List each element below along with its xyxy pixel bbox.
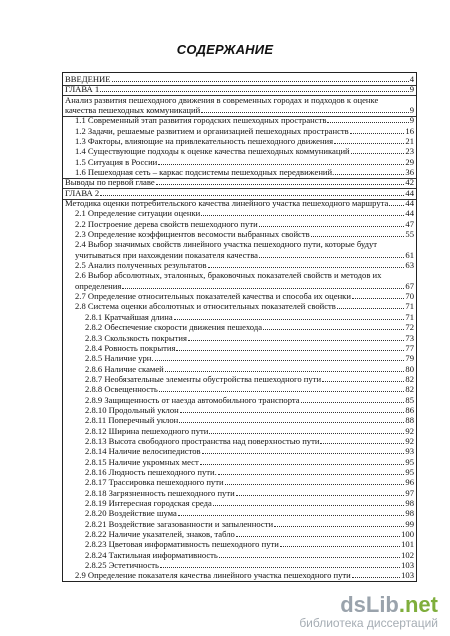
toc-entry[interactable] [85, 354, 414, 364]
toc-entry-text: 2.8.3 Скользкость покрытия [85, 332, 187, 343]
toc-entry-page: 97 [405, 487, 414, 498]
toc-entry[interactable] [65, 199, 414, 209]
toc-leader-dots [350, 127, 405, 134]
toc-entry-text: 2.8.4 Ровность покрытия [85, 342, 176, 353]
toc-entry-text: 2.8.11 Поперечный уклон [85, 415, 179, 426]
toc-entry-text: ГЛАВА 1 [65, 84, 100, 95]
toc-entry-text: 2.8.15 Наличие укромных мест [85, 456, 199, 467]
toc-entry-text: 1.5 Ситуация в России [75, 156, 158, 167]
toc-entry-page: 103 [401, 559, 414, 570]
toc-entry-text: 2.8.24 Тактильная информативность [85, 549, 218, 560]
toc-entry-page: 67 [405, 280, 414, 291]
toc-entry[interactable] [75, 127, 414, 137]
logo-tagline: библиотека диссертаций [299, 616, 438, 630]
table-of-contents [62, 72, 417, 582]
toc-entry-page: 98 [405, 497, 414, 508]
toc-entry[interactable] [65, 106, 414, 116]
toc-entry-page: 77 [405, 342, 414, 353]
toc-leader-dots [263, 323, 404, 330]
toc-entry[interactable] [85, 520, 414, 530]
toc-entry-text: Анализ развития пешеходного движения в современных городах и подходов к оценке [65, 94, 379, 105]
toc-entry-text: ВВЕДЕНИЕ [65, 74, 111, 84]
toc-entry-text: ГЛАВА 2 [65, 187, 100, 198]
toc-entry-page: 9 [409, 84, 414, 95]
toc-entry-page: 86 [405, 404, 414, 415]
toc-entry-text: 2.8.21 Воздействие загазованности и запыленности [85, 518, 274, 529]
toc-leader-dots [159, 385, 405, 392]
toc-entry-page: 82 [405, 384, 414, 395]
toc-entry[interactable] [85, 375, 414, 385]
toc-entry-page: 95 [405, 466, 414, 477]
toc-entry[interactable] [75, 292, 414, 302]
toc-entry-page: 79 [405, 353, 414, 364]
toc-entry[interactable] [85, 509, 414, 519]
toc-leader-dots [112, 75, 409, 82]
toc-leader-dots [180, 406, 405, 413]
toc-entry[interactable] [75, 220, 414, 230]
toc-entry-page: 9 [409, 115, 414, 126]
toc-entry-page: 44 [405, 198, 414, 209]
toc-leader-dots [337, 302, 405, 309]
toc-entry-text: 1.4 Существующие подходы к оценке качества пешеходных коммуникаций [75, 146, 350, 157]
toc-entry-text: Методика оценки потребительского качества линейного участка пешеходного маршрута [65, 198, 389, 209]
toc-entry[interactable] [75, 137, 414, 147]
toc-leader-dots [327, 116, 408, 123]
toc-leader-dots [280, 540, 400, 547]
toc-entry-page: 36 [405, 167, 414, 178]
toc-entry-page: 29 [405, 156, 414, 167]
toc-entry-page: 73 [405, 332, 414, 343]
toc-entry-text: определения [75, 280, 122, 291]
toc-entry-page: 93 [405, 446, 414, 457]
toc-entry[interactable] [85, 396, 414, 406]
toc-leader-dots [165, 365, 405, 372]
toc-entry-page: 55 [405, 229, 414, 240]
toc-entry-page: 99 [405, 518, 414, 529]
toc-entry-text: 2.8.7 Необязательные элементы обустройства пешеходного пути [85, 373, 322, 384]
toc-entry-text: 1.3 Факторы, влияющие на привлекательность пешеходного движения [75, 136, 334, 147]
toc-leader-dots [259, 251, 404, 258]
toc-entry[interactable] [85, 437, 414, 447]
toc-entry-text: 2.4 Выбор значимых свойств линейного участка пешеходного пути, которые будут [75, 239, 378, 250]
toc-entry-text: 1.6 Пешеходная сеть – каркас подсистемы пешеходных передвижений. [75, 167, 335, 178]
toc-leader-dots [219, 551, 400, 558]
toc-entry[interactable] [85, 344, 414, 354]
toc-entry-page: 82 [405, 373, 414, 384]
toc-entry-page: 101 [401, 539, 414, 550]
toc-entry-page: 98 [405, 508, 414, 519]
toc-entry-text: 2.8.18 Загрязненность пешеходного пути [85, 487, 235, 498]
toc-entry-text: 2.1 Определение ситуации оценки [75, 208, 201, 219]
toc-entry-page: 4 [409, 74, 414, 84]
toc-leader-dots [155, 354, 405, 361]
toc-entry-text: Выводы по первой главе [65, 177, 155, 188]
toc-entry-text: качества пешеходных коммуникаций [65, 105, 201, 116]
toc-entry-text: 2.5 Анализ полученных результатов [75, 260, 207, 271]
toc-leader-dots [174, 313, 405, 320]
toc-entry-page: 85 [405, 394, 414, 405]
toc-entry-page: 95 [405, 456, 414, 467]
toc-entry-page: 71 [405, 311, 414, 322]
toc-entry-page: 70 [405, 291, 414, 302]
toc-entry-text: 2.9 Определение показателя качества линейного участка пешеходного пути [75, 570, 351, 581]
toc-leader-dots [202, 447, 405, 454]
toc-entry-text: 2.8.10 Продольный уклон [85, 404, 179, 415]
toc-entry[interactable] [75, 230, 414, 240]
toc-entry-page: 100 [401, 528, 414, 539]
toc-entry-page: 72 [405, 322, 414, 333]
toc-entry-page: 16 [405, 125, 414, 136]
toc-entry-text: учитываться при нахождении показателя качества [75, 249, 258, 260]
toc-entry[interactable] [75, 116, 414, 126]
toc-entry[interactable] [75, 240, 414, 250]
toc-entry-text: 2.8.22 Наличие указателей, знаков, табло [85, 528, 235, 539]
toc-entry[interactable] [65, 85, 414, 95]
toc-entry-text: 2.8.2 Обеспечение скорости движения пешехода [85, 322, 263, 333]
toc-entry[interactable] [65, 189, 414, 199]
toc-leader-dots [213, 499, 405, 506]
toc-leader-dots [236, 530, 400, 537]
toc-entry-text: 2.8.8 Освещенность [85, 384, 158, 395]
toc-leader-dots [311, 230, 405, 237]
page-title: СОДЕРЖАНИЕ [176, 42, 274, 57]
toc-entry-text: 2.8.17 Трассировка пешеходного пути [85, 477, 224, 488]
toc-leader-dots [188, 334, 404, 341]
toc-entry-text: 2.6 Выбор абсолютных, эталонных, браковочных показателей свойств и методов их [75, 270, 382, 281]
toc-entry[interactable] [85, 468, 414, 478]
toc-entry[interactable] [75, 158, 414, 168]
toc-leader-dots [208, 261, 405, 268]
toc-entry-page: 103 [401, 570, 414, 581]
toc-entry[interactable] [65, 75, 414, 85]
logo-brand-main: dsLib [340, 592, 399, 617]
toc-entry[interactable] [85, 385, 414, 395]
toc-entry-text: 2.7 Определение относительных показателей качества и способа их оценки [75, 291, 351, 302]
toc-entry[interactable] [75, 302, 414, 312]
toc-entry[interactable] [75, 261, 414, 271]
toc-entry-text: 2.3 Определение коэффициентов весомости выбранных свойств [75, 229, 310, 240]
toc-leader-dots [274, 520, 404, 527]
toc-entry[interactable] [75, 251, 414, 261]
toc-entry-text: 2.8.14 Наличие велосипедистов [85, 446, 201, 457]
toc-entry[interactable] [85, 313, 414, 323]
toc-entry-text: 2.8.16 Людность пешеходного пути. [85, 466, 217, 477]
toc-entry[interactable] [75, 147, 414, 157]
toc-entry[interactable] [85, 478, 414, 488]
toc-leader-dots [352, 571, 400, 578]
toc-entry[interactable] [85, 365, 414, 375]
toc-entry[interactable] [75, 209, 414, 219]
toc-leader-dots [322, 375, 404, 382]
toc-entry-page: 61 [405, 249, 414, 260]
toc-leader-dots [179, 416, 404, 423]
toc-entry[interactable] [85, 499, 414, 509]
toc-leader-dots [200, 458, 405, 465]
toc-entry-text: 2.8.6 Наличие скамей [85, 363, 164, 374]
site-logo[interactable] [299, 594, 438, 630]
toc-leader-dots [301, 396, 405, 403]
toc-entry-text: 2.2 Построение дерева свойств пешеходного пути [75, 218, 258, 229]
toc-entry[interactable] [85, 551, 414, 561]
toc-leader-dots [201, 106, 409, 113]
toc-entry[interactable] [85, 530, 414, 540]
toc-entry-text: 1.1 Современный этап развития городских пешеходных пространств [75, 115, 327, 126]
toc-entry-page: 42 [405, 177, 414, 188]
toc-entry[interactable] [85, 406, 414, 416]
toc-entry[interactable] [75, 571, 414, 581]
toc-leader-dots [320, 437, 404, 444]
toc-entry[interactable] [85, 323, 414, 333]
toc-entry-page: 23 [405, 146, 414, 157]
logo-brand-suffix: .net [398, 592, 438, 617]
toc-entry[interactable] [85, 334, 414, 344]
toc-entry-text: 2.8.25 Эстетичность [85, 559, 159, 570]
toc-entry-page: 96 [405, 477, 414, 488]
toc-entry-text: 2.8.23 Цветовая информативность пешеходного пути [85, 539, 279, 550]
toc-leader-dots [100, 85, 409, 92]
toc-entry-page: 102 [401, 549, 414, 560]
toc-leader-dots [156, 178, 405, 185]
toc-entry-page: 92 [405, 425, 414, 436]
toc-leader-dots [225, 478, 405, 485]
toc-entry-text: 2.8.13 Высота свободного пространства над поверхностью пути [85, 435, 320, 446]
toc-entry[interactable] [85, 458, 414, 468]
toc-entry-text: 2.8.9 Защищенность от наезда автомобильного транспорта [85, 394, 300, 405]
toc-entry-text: 2.8.5 Наличие урн. [85, 353, 154, 364]
toc-entry[interactable] [85, 561, 414, 571]
toc-leader-dots [201, 209, 404, 216]
toc-entry[interactable] [75, 271, 414, 281]
toc-entry-text: 1.2 Задачи, решаемые развитием и организацией пешеходных пространств [75, 125, 349, 136]
toc-leader-dots [335, 168, 404, 175]
toc-leader-dots [389, 199, 404, 206]
toc-leader-dots [178, 509, 405, 516]
toc-leader-dots [351, 147, 405, 154]
toc-entry-text: 2.8 Система оценки абсолютных и относительных показателей свойств [75, 301, 336, 312]
toc-entry-text: 2.8.20 Воздействие шума [85, 508, 177, 519]
toc-entry-page: 88 [405, 415, 414, 426]
toc-entry-page: 63 [405, 260, 414, 271]
toc-entry[interactable] [65, 96, 414, 106]
toc-leader-dots [218, 468, 405, 475]
toc-entry-page: 44 [405, 187, 414, 198]
toc-leader-dots [122, 282, 404, 289]
toc-leader-dots [209, 427, 404, 434]
toc-leader-dots [352, 292, 404, 299]
toc-entry-page: 9 [409, 105, 414, 116]
logo-wordmark [299, 594, 438, 616]
toc-entry-page: 71 [405, 301, 414, 312]
toc-leader-dots [334, 137, 404, 144]
toc-entry-page: 80 [405, 363, 414, 374]
toc-leader-dots [160, 561, 400, 568]
toc-leader-dots [259, 220, 405, 227]
toc-entry[interactable] [85, 427, 414, 437]
toc-entry[interactable] [75, 282, 414, 292]
toc-leader-dots [100, 189, 404, 196]
toc-entry-page: 21 [405, 136, 414, 147]
toc-entry-text: 2.8.19 Интересная городская среда [85, 497, 212, 508]
toc-leader-dots [236, 489, 405, 496]
toc-entry[interactable] [75, 168, 414, 178]
toc-entry-page: 92 [405, 435, 414, 446]
toc-leader-dots [176, 344, 404, 351]
toc-entry-page: 47 [405, 218, 414, 229]
toc-entry[interactable] [65, 178, 414, 188]
toc-entry[interactable] [85, 416, 414, 426]
toc-entry-text: 2.8.1 Кратчайшая длина [85, 311, 173, 322]
toc-entry[interactable] [85, 447, 414, 457]
toc-entry-text: 2.8.12 Ширина пешеходного пути [85, 425, 209, 436]
toc-entry[interactable] [85, 489, 414, 499]
toc-leader-dots [158, 158, 404, 165]
toc-entry[interactable] [85, 540, 414, 550]
toc-entry-page: 44 [405, 208, 414, 219]
